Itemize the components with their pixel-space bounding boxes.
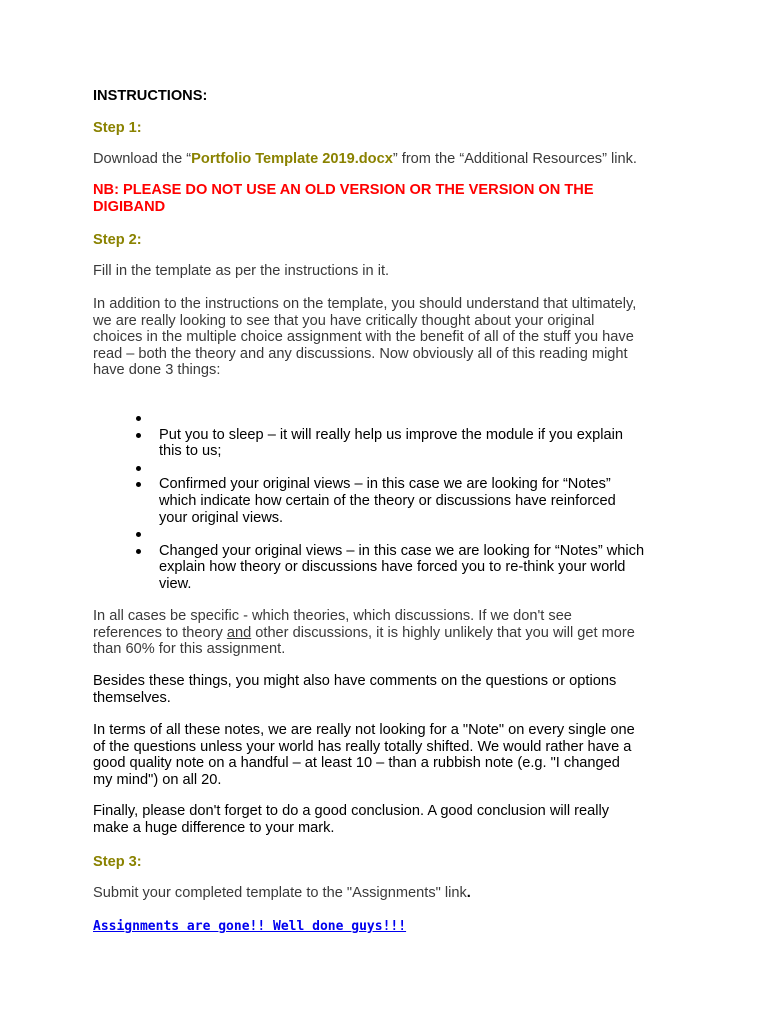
submit-text-main: Submit your completed template to the "Assignments" link — [93, 885, 467, 901]
list-item-line: view. — [159, 575, 192, 592]
list-item-line: which indicate how certain of the theory or discussions have reinforced — [159, 492, 616, 509]
list-item — [93, 427, 693, 460]
step1-text-pre: Download the “ — [93, 151, 192, 167]
paragraph-line: Finally, please don't forget to do a good conclusion. A good conclusion will really — [93, 803, 610, 819]
bullet-dot — [136, 549, 141, 554]
fill-template-text: Fill in the template as per the instructions in it. — [93, 263, 390, 279]
paragraph-line — [93, 625, 635, 642]
bullet-dot — [136, 532, 141, 537]
submit-text-period: . — [466, 885, 471, 901]
notes-paragraph — [93, 722, 635, 788]
list-item-empty — [93, 460, 693, 477]
paragraph-line: my mind") on all 20. — [93, 771, 222, 788]
finally-paragraph — [93, 803, 609, 836]
bullet-dot — [136, 482, 141, 487]
specific-paragraph — [93, 608, 635, 658]
paragraph-line: In terms of all these notes, we are really not looking for a "Note" on every single one — [93, 722, 635, 738]
paragraph-line: of the questions unless your world has really totally shifted. We would rather have a — [93, 738, 632, 755]
list-item-line: Changed your original views – in this case we are looking for “Notes” which — [159, 542, 645, 559]
list-item-line: explain how theory or discussions have forced you to re-think your world — [159, 559, 626, 576]
bullet-dot — [136, 416, 141, 421]
bullet-dot — [136, 433, 141, 438]
underlined-and: and — [226, 624, 252, 641]
template-filename: Portfolio Template 2019.docx — [191, 151, 393, 167]
list-item-empty — [93, 410, 693, 427]
assignments-link[interactable]: Assignments are gone!! Well done guys!!! — [93, 919, 407, 934]
list-item-line: Put you to sleep – it will really help us improve the module if you explain — [159, 426, 623, 443]
warning-line: NB: PLEASE DO NOT USE AN OLD VERSION OR THE VERSION ON THE — [93, 182, 594, 198]
paragraph-line: In addition to the instructions on the template, you should understand that ultimately, — [93, 296, 637, 312]
step3-label: Step 3: — [93, 854, 142, 870]
submit-text — [93, 885, 471, 902]
warning-notice — [93, 182, 594, 215]
text-span: other discussions, it is highly unlikely that you will get more — [251, 624, 635, 641]
step1-text-post: ” from the “Additional Resources” link. — [392, 151, 637, 167]
instructions-heading: INSTRUCTIONS: — [93, 88, 208, 104]
list-item — [93, 543, 693, 593]
paragraph-line: In all cases be specific - which theories, which discussions. If we don't see — [93, 608, 572, 624]
paragraph-line: make a huge difference to your mark. — [93, 819, 335, 836]
warning-line: DIGIBAND — [93, 198, 166, 215]
addition-paragraph — [93, 296, 636, 379]
bullet-list — [93, 410, 693, 593]
list-item-empty — [93, 526, 693, 543]
paragraph-line: good quality note on a handful – at least 10 – than a rubbish note (e.g. "I changed — [93, 755, 620, 772]
list-item — [93, 476, 693, 526]
paragraph-line: we are really looking to see that you have critically thought about your original — [93, 312, 595, 329]
list-item-line: this to us; — [159, 443, 222, 460]
list-item-line: your original views. — [159, 509, 284, 526]
step1-label: Step 1: — [93, 120, 142, 136]
paragraph-line: choices in the multiple choice assignment with the benefit of all of the stuff you have — [93, 329, 634, 346]
step2-label: Step 2: — [93, 232, 142, 248]
paragraph-line: themselves. — [93, 689, 171, 706]
besides-paragraph — [93, 673, 616, 706]
paragraph-line: read – both the theory and any discussions. Now obviously all of this reading might — [93, 345, 628, 362]
paragraph-line: have done 3 things: — [93, 362, 221, 379]
paragraph-line: Besides these things, you might also have comments on the questions or options — [93, 673, 617, 689]
list-item-line: Confirmed your original views – in this case we are looking for “Notes” — [159, 476, 611, 493]
step1-text — [93, 151, 637, 168]
bullet-dot — [136, 466, 141, 471]
paragraph-line: than 60% for this assignment. — [93, 641, 286, 658]
text-span: references to theory — [93, 624, 227, 641]
